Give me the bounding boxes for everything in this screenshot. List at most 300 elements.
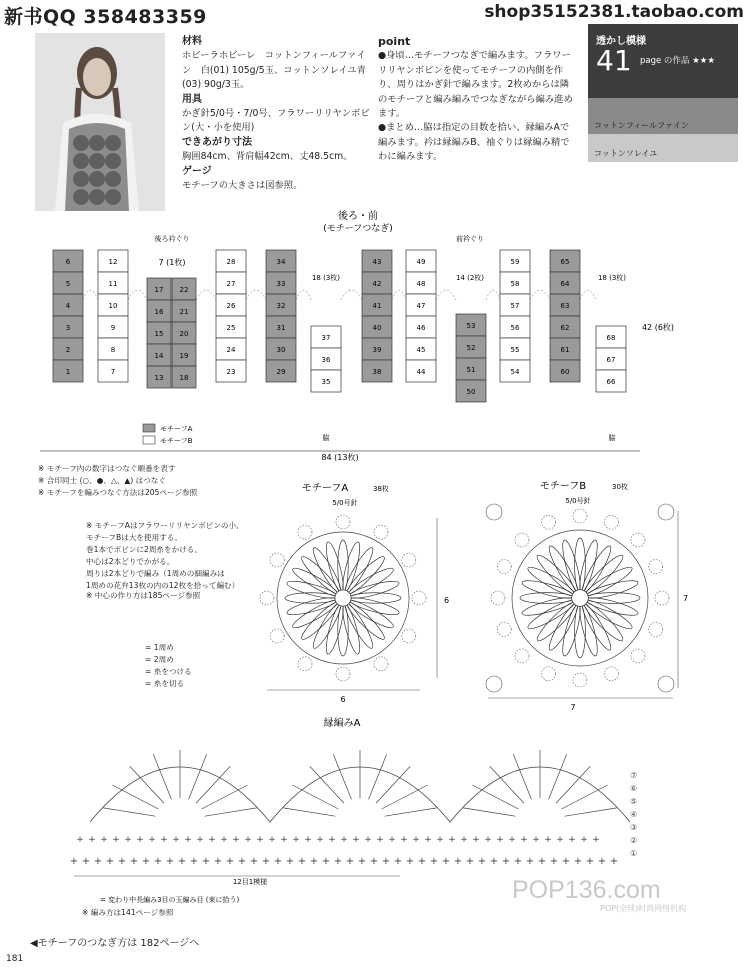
edging-spoke <box>333 754 351 799</box>
motif-notes <box>86 520 266 592</box>
layout-join-line <box>296 290 311 300</box>
layout-cell-number: 58 <box>510 280 520 288</box>
motif-picot <box>655 591 669 605</box>
edging-base-stitch: + <box>273 856 283 867</box>
layout-cell-number: 47 <box>416 302 426 310</box>
edging-base-stitch: + <box>525 856 535 867</box>
note-1: ※ モチーフ内の数字はつなぐ順番を表す <box>38 464 176 473</box>
edging-base-stitch: + <box>537 856 547 867</box>
edging-base-stitch: + <box>513 856 523 867</box>
edging-base-stitch: + <box>189 856 199 867</box>
edging-spoke <box>310 766 344 803</box>
edging-spoke <box>369 754 387 799</box>
edging-row-stitch: + <box>328 835 336 845</box>
sidebar-kind: 透かし模様 <box>596 36 646 47</box>
motif-b-count: 30枚 <box>612 483 628 491</box>
motif-picot <box>604 515 618 529</box>
motif-picot <box>260 591 274 605</box>
flower-petal <box>286 578 339 602</box>
edging-row-stitch: + <box>364 835 372 845</box>
layout-cell-number: 48 <box>416 280 426 288</box>
layout-cell-number: 4 <box>65 302 71 310</box>
edging-spoke <box>562 785 608 809</box>
edging-base-stitch: + <box>117 856 127 867</box>
edging-row-stitch: + <box>592 835 600 845</box>
shoulder-left-label: 18 (3枚) <box>311 274 341 282</box>
edging-base-stitch: + <box>417 856 427 867</box>
motif-picot <box>649 560 663 574</box>
edging-spoke <box>472 785 518 809</box>
edging-base-stitch: + <box>237 856 247 867</box>
legend-swatch-b <box>143 436 155 444</box>
sidebar-number: 41 <box>596 44 632 77</box>
tools-title: 用具 <box>182 93 202 105</box>
layout-cell-number: 26 <box>226 302 236 310</box>
edging-row-stitch: + <box>172 835 180 845</box>
layout-cell-number: 68 <box>606 334 616 342</box>
neck-rows-label: 7 (1枚) <box>158 258 186 267</box>
edging-base-stitch: + <box>153 856 163 867</box>
edging-spoke <box>103 808 155 816</box>
edging-base-stitch: + <box>501 856 511 867</box>
edging-spoke <box>463 808 515 816</box>
flower-petal <box>584 577 639 601</box>
motif-picot <box>604 667 618 681</box>
edging-spoke <box>490 766 524 803</box>
layout-cell-number: 25 <box>226 324 236 332</box>
model-photo-illustration <box>35 33 165 211</box>
motif-note-5: 周りは2本どりで編み（1周めの細編みは <box>86 569 225 578</box>
edging-spoke <box>513 754 531 799</box>
edging-row-stitch: + <box>544 835 552 845</box>
edging-row-stitch: + <box>256 835 264 845</box>
edging-row-stitch: + <box>112 835 120 845</box>
side-length-label: 42 (6枚) <box>641 323 675 332</box>
edging-base-stitch: + <box>393 856 403 867</box>
layout-cell-number: 63 <box>560 302 570 310</box>
edging-spoke <box>130 766 164 803</box>
edging-base-stitch: + <box>453 856 463 867</box>
layout-join-line <box>530 290 550 300</box>
gauge-title: ゲージ <box>182 165 212 177</box>
materials-title: 材料 <box>182 36 202 47</box>
shoulder-right-label: 18 (3枚) <box>597 274 627 282</box>
layout-subtitle: (モチーフつなぎ) <box>323 224 393 234</box>
motif-note-3: 巻1本でボビンに2周糸をかける。 <box>86 545 202 554</box>
motif-a-title: モチーフA <box>301 483 349 494</box>
layout-cell-number: 36 <box>321 356 331 364</box>
edging-row-stitch: + <box>148 835 156 845</box>
layout-cell-number: 37 <box>321 334 331 342</box>
layout-cell-number: 30 <box>276 346 286 354</box>
layout-cell-number: 49 <box>416 258 426 266</box>
motif-picot <box>515 649 529 663</box>
edging-base-stitch: + <box>405 856 415 867</box>
layout-join-line <box>580 290 596 300</box>
edging-base-stitch: + <box>69 856 79 867</box>
layout-cell-number: 66 <box>606 378 616 386</box>
edging-spoke <box>556 766 590 803</box>
motif-b-height: 7 <box>683 594 689 603</box>
sidebar-header <box>588 24 738 98</box>
shoulder-mid-label: 14 (2枚) <box>455 274 485 282</box>
edging-row-stitch: + <box>160 835 168 845</box>
motif-note-2: モチーフBは大を使用する。 <box>86 533 182 542</box>
layout-cell-number: 44 <box>416 368 426 376</box>
point-p1: ●身頃…モチーフつなぎで編みます。フラワーリリヤンボビンを使ってモチーフの内側を作り、周りはかぎ針で編みます。2枚めからは隣のモチーフと編み編みでつなぎながら編み進めます。 <box>378 50 573 120</box>
layout-cell-number: 38 <box>372 368 382 376</box>
point-title: point <box>378 35 411 48</box>
motif-b-width: 7 <box>570 703 576 712</box>
legend-swatch-a <box>143 424 155 432</box>
flower-center <box>572 590 589 607</box>
footer-link[interactable]: ◀モチーフのつなぎ方は 182ページへ <box>30 938 200 949</box>
motif-picot <box>336 667 350 681</box>
layout-cell-number: 12 <box>108 258 118 266</box>
point-block <box>378 35 578 165</box>
edging-stitches <box>70 750 630 867</box>
motif-picot <box>631 649 645 663</box>
flower-petal <box>576 539 600 594</box>
layout-join-line <box>196 290 216 300</box>
motif-a-width: 6 <box>340 695 346 704</box>
size-text: 胸囲84cm、背肩幅42cm、丈48.5cm。 <box>182 151 353 163</box>
layout-cell-number: 56 <box>510 324 520 332</box>
edging-spoke <box>292 785 338 809</box>
edging-base-stitch: + <box>381 856 391 867</box>
layout-cell-number: 40 <box>372 324 382 332</box>
edging-row-stitch: + <box>520 835 528 845</box>
edging-row-stitch: + <box>304 835 312 845</box>
layout-cell-number: 7 <box>110 368 116 376</box>
edging-row-stitch: + <box>124 835 132 845</box>
edging-row-stitch: + <box>244 835 252 845</box>
center-note: ※ 中心の作り方は185ページ参照 <box>86 591 201 600</box>
edging-row-stitch: + <box>508 835 516 845</box>
yarn-swatch-2 <box>588 134 738 162</box>
layout-cell-number: 16 <box>154 308 164 316</box>
layout-cell-number: 22 <box>179 286 189 294</box>
layout-cell-number: 9 <box>110 324 116 332</box>
layout-cell-number: 20 <box>179 330 189 338</box>
edging-base-stitch: + <box>333 856 343 867</box>
layout-join-line <box>436 290 456 300</box>
motif-note-6: 1周めの花弁13枚の内の12枚を拾って編む） <box>86 581 240 590</box>
motif-a-height: 6 <box>444 596 450 605</box>
layout-cell-number: 64 <box>560 280 570 288</box>
layout-cell-number: 10 <box>108 302 118 310</box>
edging-row-stitch: + <box>184 835 192 845</box>
legend-a-label: モチーフA <box>160 425 193 433</box>
motif-layout-chart <box>0 210 750 470</box>
layout-cell-number: 57 <box>510 302 520 310</box>
edging-row-stitch: + <box>352 835 360 845</box>
layout-notes <box>38 463 197 499</box>
edging-base-stitch: + <box>213 856 223 867</box>
layout-cell-number: 17 <box>154 286 164 294</box>
watermark-logo: POP136.com <box>512 876 661 904</box>
layout-cell-number: 32 <box>276 302 286 310</box>
yarn-swatch-2-label: コットンソレイユ <box>594 149 658 158</box>
edging-base-stitch: + <box>477 856 487 867</box>
motif-note-1: ※ モチーフAはフラワーリリヤンボビンの小、 <box>86 521 244 530</box>
edging-base-stitch: + <box>429 856 439 867</box>
motif-picot <box>336 515 350 529</box>
header-contact: 新书QQ 358483359 <box>4 6 207 28</box>
edging-base-stitch: + <box>225 856 235 867</box>
flower-petal <box>323 602 347 655</box>
layout-cell-number: 31 <box>276 324 286 332</box>
layout-cell-number: 35 <box>321 378 331 386</box>
motif-picot <box>497 622 511 636</box>
edging-row-stitch: + <box>496 835 504 845</box>
edging-base-stitch: + <box>165 856 175 867</box>
layout-cell-number: 67 <box>606 356 616 364</box>
layout-cell-number: 1 <box>65 368 71 376</box>
flower-petal <box>347 578 400 602</box>
edging-base-stitch: + <box>369 856 379 867</box>
layout-cell-number: 52 <box>466 344 476 352</box>
yarn-swatch-1 <box>588 98 738 134</box>
edging-note-2: ※ 編み方は141ページ参照 <box>82 908 174 917</box>
front-neck-label: 前衿ぐり <box>456 235 484 243</box>
edging-base-stitch: + <box>249 856 259 867</box>
edging-base-stitch: + <box>261 856 271 867</box>
edging-note-1: = 変わり中長編み3目の玉編み目 (束に拾う) <box>100 896 240 904</box>
edging-row-stitch: + <box>136 835 144 845</box>
edging-base-stitch: + <box>177 856 187 867</box>
watermark-sub: POP(全球)时尚网络机构 <box>600 904 687 913</box>
edging-row-stitch: + <box>208 835 216 845</box>
back-neck-label: 後ろ衿ぐり <box>154 235 190 243</box>
edging-spoke <box>382 785 428 809</box>
motif-picot <box>542 667 556 681</box>
motif-note-4: 中心は2本どりでかがる。 <box>86 557 175 566</box>
model-photo <box>35 33 165 211</box>
pattern-sidebar <box>588 24 738 162</box>
layout-join-line <box>83 290 98 300</box>
edging-row-stitch: + <box>316 835 324 845</box>
motif-b-flower <box>486 504 674 692</box>
motif-picot <box>573 509 587 523</box>
page-number: 181 <box>6 954 24 964</box>
edging-row-number: ③ <box>630 823 638 832</box>
edging-spoke <box>189 754 207 799</box>
legend-round-1: = 1周め <box>145 643 174 652</box>
edging-row-stitch: + <box>412 835 420 845</box>
layout-cell-number: 61 <box>560 346 570 354</box>
layout-cell-number: 8 <box>110 346 116 354</box>
motif-a-flower <box>260 515 426 681</box>
edging-spoke <box>549 754 567 799</box>
motif-picot <box>270 553 284 567</box>
edging-spoke <box>376 766 410 803</box>
layout-cell-number: 62 <box>560 324 570 332</box>
edging-row-number: ② <box>630 836 638 845</box>
gauge-text: モチーフの大きさは図参照。 <box>182 180 303 192</box>
layout-cell-number: 53 <box>466 322 476 330</box>
edging-row-stitch: + <box>232 835 240 845</box>
motif-picot <box>412 591 426 605</box>
layout-cell-number: 60 <box>560 368 570 376</box>
edging-base-stitch: + <box>573 856 583 867</box>
edging-base-stitch: + <box>141 856 151 867</box>
layout-cell-number: 41 <box>372 302 382 310</box>
layout-cell-number: 6 <box>65 258 71 266</box>
edging-row-stitch: + <box>472 835 480 845</box>
edging-row-stitch: + <box>196 835 204 845</box>
motif-corner-loop <box>486 676 502 692</box>
layout-cell-number: 19 <box>179 352 189 360</box>
motif-picot <box>374 525 388 539</box>
layout-cell-number: 51 <box>466 366 476 374</box>
edging-row-number: ⑥ <box>630 784 638 793</box>
layout-cell-number: 23 <box>226 368 236 376</box>
edging-repeat: 12目1模様 <box>232 878 268 886</box>
layout-cell-number: 29 <box>276 368 286 376</box>
motif-picot <box>491 591 505 605</box>
edging-row-stitch: + <box>76 835 84 845</box>
edging-base-stitch: + <box>489 856 499 867</box>
edging-row-stitch: + <box>340 835 348 845</box>
layout-join-line <box>486 290 500 300</box>
legend-round-2: = 2周め <box>145 655 174 664</box>
layout-cell-number: 21 <box>179 308 189 316</box>
layout-cell-number: 59 <box>510 258 520 266</box>
note-2: ※ 合印同士 (○、●、△、▲) はつなぐ <box>38 476 166 485</box>
legend-cut: = 糸を切る <box>145 679 185 688</box>
edging-row-stitch: + <box>568 835 576 845</box>
edging-row-stitch: + <box>268 835 276 845</box>
edging-row-stitch: + <box>484 835 492 845</box>
flower-petal <box>521 577 576 601</box>
edging-title: 縁編みA <box>323 718 361 729</box>
flower-center <box>335 590 351 606</box>
motif-picot <box>374 657 388 671</box>
motif-picot <box>631 533 645 547</box>
layout-cell-number: 14 <box>154 352 164 360</box>
edging-base-stitch: + <box>201 856 211 867</box>
header-shop-url[interactable]: shop35152381.taobao.com <box>484 2 744 22</box>
motif-picot <box>298 525 312 539</box>
layout-cell-number: 13 <box>154 374 164 382</box>
layout-cell-number: 3 <box>65 324 71 332</box>
edging-spoke <box>283 808 335 816</box>
edging-base-stitch: + <box>345 856 355 867</box>
note-3: ※ モチーフを編みつなぐ方法は205ページ参照 <box>38 488 198 497</box>
motif-picot <box>270 629 284 643</box>
edging-spoke <box>205 808 257 816</box>
materials-block <box>182 35 372 193</box>
layout-cell-number: 28 <box>226 258 236 266</box>
edging-row-stitch: + <box>400 835 408 845</box>
edging-base-stitch: + <box>105 856 115 867</box>
motif-picot <box>542 515 556 529</box>
edging-row-numbers <box>630 771 637 858</box>
materials-text: ホビーラホビーレ コットンフィールファイン 白(01) 105g/5玉、コットンソレイユ青(03) 90g/3玉。 <box>182 50 366 91</box>
edging-row-number: ④ <box>630 810 638 819</box>
edging-spoke <box>112 785 158 809</box>
motif-b-hook: 5/0号針 <box>565 497 591 505</box>
edging-spoke <box>196 766 230 803</box>
layout-cell-number: 42 <box>372 280 382 288</box>
edging-row-stitch: + <box>292 835 300 845</box>
edging-spoke <box>565 808 617 816</box>
stitch-legend <box>145 642 192 690</box>
edging-base-stitch: + <box>129 856 139 867</box>
edging-row-stitch: + <box>460 835 468 845</box>
edging-row-stitch: + <box>556 835 564 845</box>
motif-corner-loop <box>658 504 674 520</box>
edging-base-stitch: + <box>585 856 595 867</box>
edging-row-stitch: + <box>100 835 108 845</box>
point-p2: ●まとめ…脇は指定の目数を拾い、縁編みAで編みます。衿は縁編みB、袖ぐりは縁編み精でわに編みます。 <box>378 122 570 163</box>
layout-cell-number: 46 <box>416 324 426 332</box>
motif-picot <box>497 560 511 574</box>
edging-row-number: ⑦ <box>630 771 638 780</box>
layout-join-line <box>392 290 406 300</box>
edging-base-stitch: + <box>561 856 571 867</box>
layout-cell-number: 27 <box>226 280 236 288</box>
size-title: できあがり寸法 <box>182 136 252 148</box>
edging-spoke <box>385 808 437 816</box>
edging-spoke <box>153 754 171 799</box>
layout-cell-number: 33 <box>276 280 286 288</box>
edging-row-number: ① <box>630 849 638 858</box>
edging-base-stitch: + <box>465 856 475 867</box>
motif-picot <box>402 629 416 643</box>
edging-row-stitch: + <box>376 835 384 845</box>
edging-base-stitch: + <box>309 856 319 867</box>
motif-picot <box>298 657 312 671</box>
layout-cell-number: 54 <box>510 368 520 376</box>
edging-row-stitch: + <box>280 835 288 845</box>
layout-cell-number: 65 <box>560 258 570 266</box>
layout-join-line <box>341 290 362 300</box>
edging-spoke <box>202 785 248 809</box>
edging-row-stitch: + <box>388 835 396 845</box>
motif-corner-loop <box>658 676 674 692</box>
motif-b-diagram <box>478 476 693 716</box>
layout-cell-number: 45 <box>416 346 426 354</box>
layout-cell-number: 5 <box>65 280 71 288</box>
layout-cell-number: 15 <box>154 330 164 338</box>
edging-base-stitch: + <box>297 856 307 867</box>
layout-cell-number: 11 <box>108 280 118 288</box>
edging-row-stitch: + <box>436 835 444 845</box>
bottom-length-label: 84 (13枚) <box>321 453 359 462</box>
waki-left: 脇 <box>322 434 330 442</box>
flower-petal <box>559 602 583 657</box>
layout-join-line <box>128 290 147 300</box>
edging-base-stitch: + <box>93 856 103 867</box>
layout-cell-number: 18 <box>179 374 189 382</box>
motif-a-count: 38枚 <box>373 485 389 493</box>
edging-row-stitch: + <box>424 835 432 845</box>
layout-cell-number: 39 <box>372 346 382 354</box>
yarn-swatch-1-label: コットンフィールファイン <box>594 121 689 130</box>
edging-row-number: ⑤ <box>630 797 638 806</box>
layout-cell-number: 50 <box>466 388 476 396</box>
layout-cell-number: 55 <box>510 346 520 354</box>
edging-base-stitch: + <box>357 856 367 867</box>
edging-row-stitch: + <box>448 835 456 845</box>
layout-cell-number: 34 <box>276 258 286 266</box>
layout-cell-number: 43 <box>372 258 382 266</box>
edging-base-stitch: + <box>549 856 559 867</box>
layout-columns <box>53 250 626 402</box>
flower-petal <box>339 541 363 594</box>
